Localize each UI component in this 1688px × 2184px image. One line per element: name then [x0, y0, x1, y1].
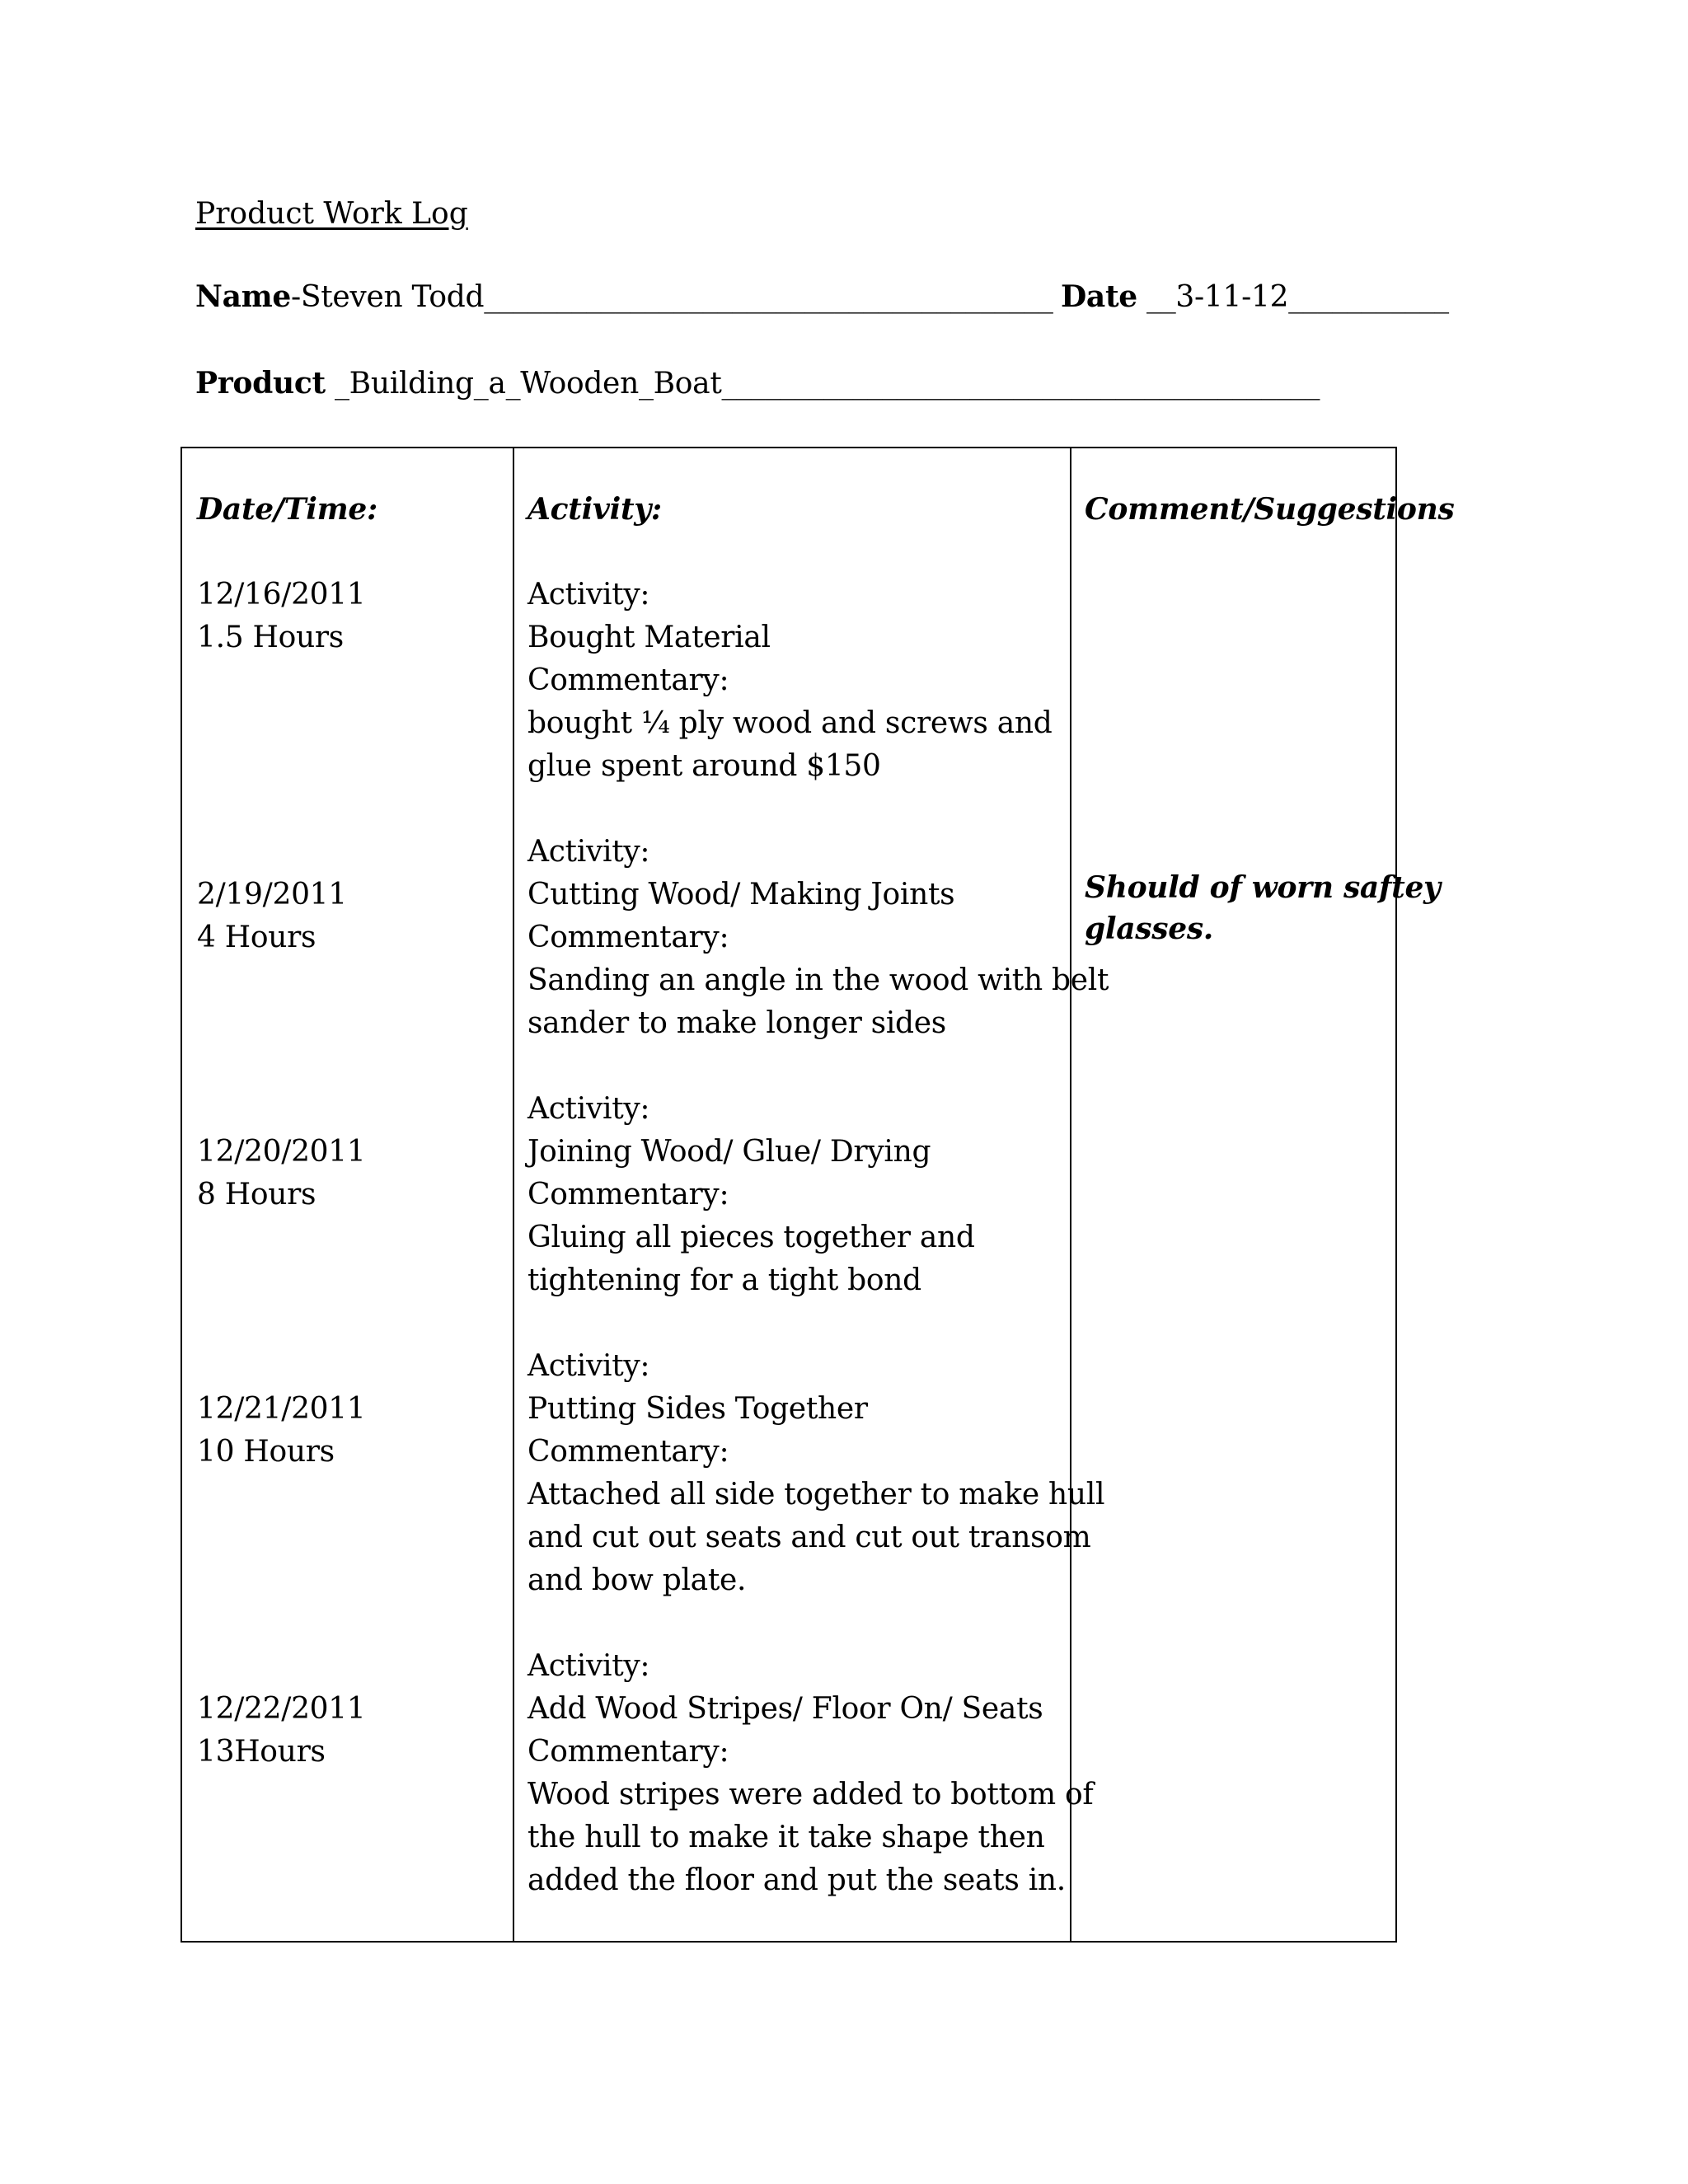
entry-commentary-line: bought ¼ ply wood and screws and: [528, 706, 1053, 740]
entry-date: 12/16/2011: [197, 578, 366, 612]
entry-commentary-label: Commentary:: [528, 1178, 729, 1212]
work-log-table: [181, 447, 1455, 1943]
name-value: -Steven Todd_______________________________________: [291, 280, 1053, 314]
date-field: [1061, 279, 1449, 316]
entry-hours: 1.5 Hours: [197, 621, 344, 654]
entry-activity: Joining Wood/ Glue/ Drying: [528, 1135, 931, 1169]
entry-commentary-line: sander to make longer sides: [528, 1006, 946, 1040]
name-field: [195, 279, 1053, 316]
entry-activity: Cutting Wood/ Making Joints: [528, 878, 955, 912]
entry-hours: 4 Hours: [197, 921, 316, 954]
entry-commentary-line: and bow plate.: [528, 1563, 747, 1597]
product-field: [195, 365, 1320, 402]
entry-commentary-label: Commentary:: [528, 663, 729, 697]
entry-commentary-line: tightening for a tight bond: [528, 1263, 921, 1297]
entry-commentary-line: the hull to make it take shape then: [528, 1821, 1045, 1854]
entry-comment-line: Should of worn saftey: [1085, 870, 1441, 905]
name-label: Name: [195, 279, 292, 314]
entry-commentary-line: glue spent around $150: [528, 749, 881, 783]
entry-commentary-line: Sanding an angle in the wood with belt: [528, 963, 1109, 997]
column-divider: [1070, 448, 1071, 1941]
entry-commentary-line: Gluing all pieces together and: [528, 1221, 975, 1254]
entry-hours: 10 Hours: [197, 1435, 335, 1469]
entry-activity: Bought Material: [528, 621, 771, 654]
entry-activity-label: Activity:: [528, 835, 650, 869]
entry-commentary-line: Wood stripes were added to bottom of: [528, 1778, 1094, 1811]
column-divider: [513, 448, 514, 1941]
entry-activity: Putting Sides Together: [528, 1392, 868, 1426]
entry-activity-label: Activity:: [528, 1649, 650, 1683]
column-header-activity: Activity:: [528, 492, 662, 527]
product-value: _Building_a_Wooden_Boat_________________________________________: [325, 367, 1320, 401]
entry-commentary-line: Attached all side together to make hull: [528, 1478, 1105, 1511]
entry-date: 12/20/2011: [197, 1135, 366, 1169]
entry-activity-label: Activity:: [528, 1349, 650, 1383]
product-label: Product: [195, 366, 326, 401]
date-value: __3-11-12___________: [1137, 280, 1449, 314]
entry-commentary-label: Commentary:: [528, 1435, 729, 1469]
entry-commentary-line: added the floor and put the seats in.: [528, 1863, 1066, 1897]
entry-date: 12/22/2011: [197, 1692, 366, 1726]
column-header-comments: Comment/Suggestions: [1085, 492, 1455, 527]
column-header-date-time: Date/Time:: [197, 492, 377, 527]
entry-hours: 13Hours: [197, 1735, 326, 1769]
entry-activity-label: Activity:: [528, 1092, 650, 1126]
date-label: Date: [1061, 279, 1137, 314]
entry-hours: 8 Hours: [197, 1178, 316, 1212]
entry-commentary-label: Commentary:: [528, 921, 729, 954]
entry-activity: Add Wood Stripes/ Floor On/ Seats: [528, 1692, 1043, 1726]
document-title: Product Work Log: [195, 197, 468, 231]
entry-comment-line: glasses.: [1085, 912, 1214, 946]
entry-commentary-label: Commentary:: [528, 1735, 729, 1769]
entry-date: 2/19/2011: [197, 878, 347, 912]
entry-commentary-line: and cut out seats and cut out transom: [528, 1521, 1091, 1554]
entry-activity-label: Activity:: [528, 578, 650, 612]
entry-date: 12/21/2011: [197, 1392, 366, 1426]
